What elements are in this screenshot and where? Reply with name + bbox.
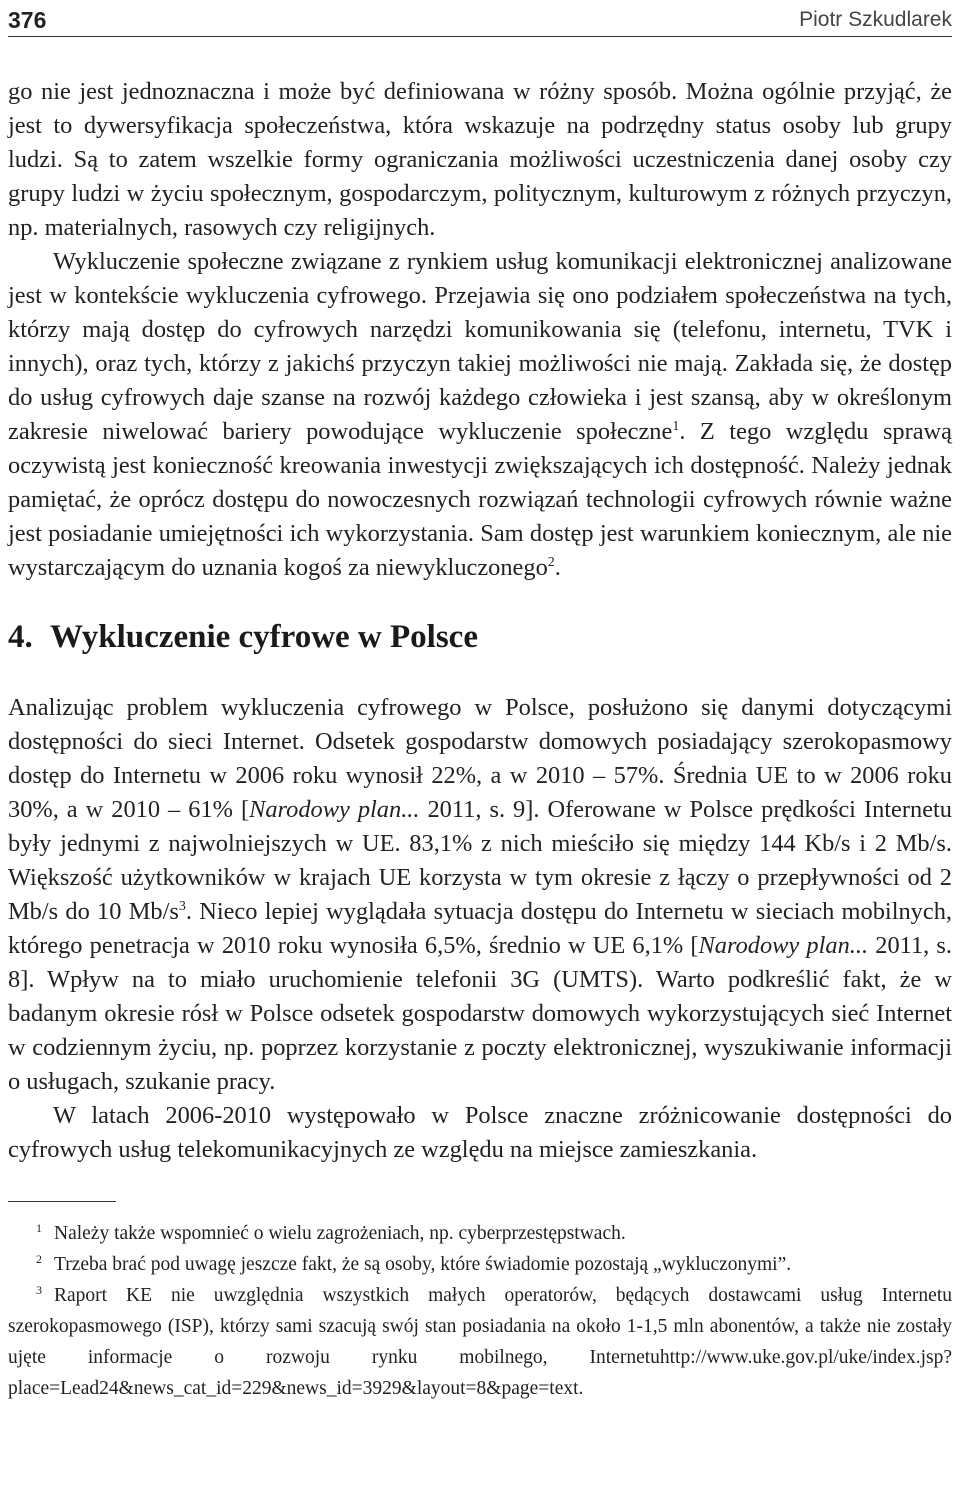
section-paragraph-1-text-d: 2011, s. 8]. Wpływ na to miało uruchomienie telefonii 3G (UMTS). Warto podkreślić fakt, że w badanym okresie rósł w Polsce odsetek gospodarstw domowych wykorzystujących sieć Internet w codziennym życiu, np. poprzez korzystanie z poczty elektronicznej, wyszukiwanie informacji o usługach, szukanie pracy. xyxy=(8,932,952,1095)
section-paragraph-1-text-b: 2011, s. 9]. Oferowane w Polsce prędkości Internetu były jednymi z najwolniejszych w UE. 83,1% z nich mieściło się między 144 Kb/s i 2 Mb/s. Większość użytkowników w krajach UE korzysta w tym okresie z łączy o przepływności od 2 Mb/s do 10 Mb/s xyxy=(8,796,952,925)
citation-2: Narodowy plan... xyxy=(698,932,869,959)
section-paragraph-2 xyxy=(8,1099,952,1167)
section-heading xyxy=(8,615,952,659)
body-paragraph-2-text-a: Wykluczenie społeczne związane z rynkiem usług komunikacji elektronicznej analizowane jest w kontekście wykluczenia cyfrowego. Przejawia się ono podziałem społeczeństwa na tych, którzy mają dostęp do cyfrowych narzędzi komunikowania się (telefonu, internetu, TVK i innych), oraz tych, którzy z jakichś przyczyn takiej możliwości nie mają. Zakłada się, że dostęp do usług cyfrowych daje szanse na rozwój każdego człowieka i jest szansą, aby w określonym zakresie niwelować bariery powodujące wykluczenie społeczne xyxy=(8,248,952,445)
footnote-3-text: Raport KE nie uwzględnia wszystkich małych operatorów, będących dostawcami usług Internetu szerokopasmowego (ISP), którzy sami szacują swój stan posiadania na około 1-1,5 mln abonentów, a także nie zostały ujęte informacje o rozwoju rynku mobilnego, Internetuhttp://www.uke.gov.pl/uke/index.jsp?place=Lead24&news_cat_id=229&news_id=3929&layout=8&page=text. xyxy=(8,1285,952,1399)
body-paragraph-2-text-b: . Z tego względu sprawą oczywistą jest konieczność kreowania inwestycji zwiększających ich dostępność. Należy jednak pamiętać, że oprócz dostępu do nowoczesnych rozwiązań technologii cyfrowych równie ważne jest posiadanie umiejętności ich wykorzystania. Sam dostęp jest warunkiem koniecznym, ale nie wystarczającym do uznania kogoś za niewykluczonego xyxy=(8,418,952,581)
running-header xyxy=(8,0,952,37)
footnote-2-mark: 2 xyxy=(36,1251,42,1266)
page-number: 376 xyxy=(8,7,47,33)
footnote-3 xyxy=(8,1280,952,1404)
section-number: 4. xyxy=(8,619,33,655)
body-paragraph-2 xyxy=(8,245,952,585)
footnote-3-mark: 3 xyxy=(36,1282,42,1297)
footnote-1-mark: 1 xyxy=(36,1220,42,1235)
citation-1: Narodowy plan... xyxy=(249,796,420,823)
footnotes xyxy=(8,1218,952,1404)
section-paragraph-1-text-a: Analizując problem wykluczenia cyfrowego w Polsce, posłużono się danymi dotyczącymi dostępności do sieci Internet. Odsetek gospodarstw domowych posiadający szerokopasmowy dostęp do Internetu w 2006 roku wynosił 22%, a w 2010 – 57%. Średnia UE to w 2006 roku 30%, a w 2010 – 61% [ xyxy=(8,694,952,823)
running-author: Piotr Szkudlarek xyxy=(799,8,952,31)
section-title: Wykluczenie cyfrowe w Polsce xyxy=(50,619,478,655)
footnote-2-text: Trzeba brać pod uwagę jeszcze fakt, że są osoby, które świadomie pozostają „wykluczonymi”. xyxy=(54,1254,792,1275)
footnote-ref-3[interactable]: 3 xyxy=(178,898,186,914)
body-paragraph-1-text: go nie jest jednoznaczna i może być definiowana w różny sposób. Można ogólnie przyjąć, że jest to dywersyfikacja społeczeństwa, która wskazuje na podrzędny status osoby lub grupy ludzi. Są to zatem wszelkie formy ograniczania możliwości uczestniczenia danej osoby czy grupy ludzi w życiu społecznym, gospodarczym, politycznym, kulturowym z różnych przyczyn, np. materialnych, rasowych czy religijnych. xyxy=(8,78,952,241)
footnote-2 xyxy=(8,1249,952,1280)
body-paragraph-2-text-c: . xyxy=(554,554,561,581)
section-paragraph-2-text: W latach 2006-2010 występowało w Polsce znaczne zróżnicowanie dostępności do cyfrowych usług telekomunikacyjnych ze względu na miejsce zamieszkania. xyxy=(8,1102,952,1163)
footnote-ref-1[interactable]: 1 xyxy=(672,418,680,434)
footnote-ref-2[interactable]: 2 xyxy=(547,554,555,570)
footnote-separator xyxy=(8,1201,116,1202)
section-paragraph-1 xyxy=(8,691,952,1099)
body-paragraph-1 xyxy=(8,75,952,245)
footnote-1 xyxy=(8,1218,952,1249)
section-paragraph-1-text-c: . Nieco lepiej wyglądała sytuacja dostępu do Internetu w sieciach mobilnych, którego penetracja w 2010 roku wynosiła 6,5%, średnio w UE 6,1% [ xyxy=(8,898,952,959)
footnote-1-text: Należy także wspomnieć o wielu zagrożeniach, np. cyberprzestępstwach. xyxy=(54,1223,626,1244)
